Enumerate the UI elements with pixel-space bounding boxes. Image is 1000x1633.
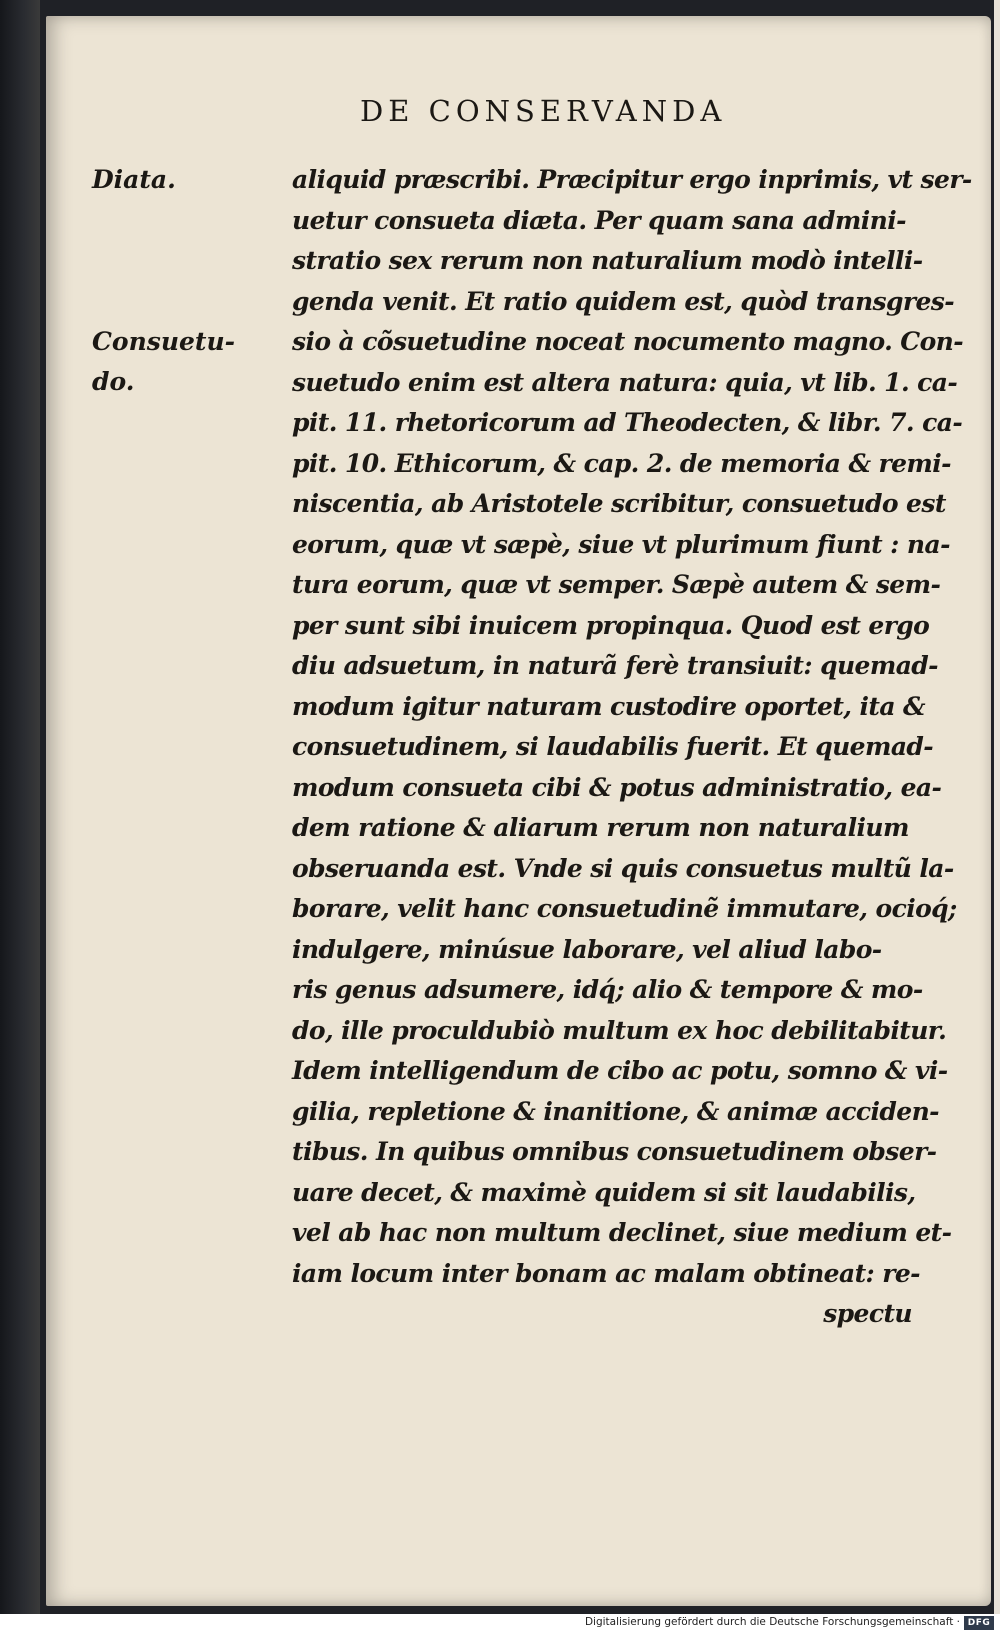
text-line: tibus. In quibus omnibus consuetudinem obser- — [292, 1137, 937, 1166]
text-line: dem ratione & aliarum rerum non naturalium — [292, 813, 909, 842]
text-line: indulgere, minúsue laborare, vel aliud labo- — [292, 934, 882, 964]
text-line: niscentia, ab Aristotele scribitur, consuetudo est — [292, 489, 946, 518]
text-line: pit. 10. Ethicorum, & cap. 2. de memoria & remi- — [292, 448, 951, 478]
text-line: aliquid præscribi. Præcipitur ergo inprimis, vt ser- — [292, 165, 972, 194]
text-line: stratio sex rerum non naturalium modò intelli- — [292, 246, 923, 275]
page-edge — [994, 0, 1000, 1614]
text-line: ris genus adsumere, idq́; alio & tempore & mo- — [292, 975, 923, 1004]
body-text — [292, 160, 972, 1335]
text-line: Idem intelligendum de cibo ac potu, somno & vi- — [292, 1056, 948, 1085]
text-line: borare, velit hanc consuetudinẽ immutare, ocioq́; — [292, 894, 957, 923]
digitization-footer — [0, 1614, 1000, 1633]
text-line: vel ab hac non multum declinet, siue medium et- — [292, 1218, 952, 1247]
text-line: gilia, repletione & inanitione, & animæ acciden- — [292, 1096, 939, 1126]
text-line: consuetudinem, si laudabilis fuerit. Et quemad- — [292, 732, 934, 761]
text-line: pit. 11. rhetoricorum ad Theodecten, & libr. 7. ca- — [292, 408, 963, 437]
text-line: suetudo enim est altera natura: quia, vt lib. 1. ca- — [292, 367, 958, 397]
text-line: iam locum inter bonam ac malam obtineat: re- — [292, 1258, 920, 1288]
dfg-logo-icon: DFG — [964, 1616, 994, 1630]
text-line: uare decet, & maximè quidem si sit laudabilis, — [292, 1177, 916, 1207]
text-line: genda venit. Et ratio quidem est, quòd transgres- — [292, 286, 955, 316]
text-line: tura eorum, quæ vt semper. Sæpè autem & sem- — [292, 570, 941, 599]
text-line: do, ille proculdubiò multum ex hoc debilitabitur. — [292, 1015, 947, 1045]
text-line: eorum, quæ vt sæpè, siue vt plurimum fiunt : na- — [292, 529, 950, 559]
text-line: modum igitur naturam custodire oportet, ita & — [292, 691, 926, 721]
catchword: spectu — [823, 1299, 912, 1328]
footer-credit: Digitalisierung gefördert durch die Deutsche Forschungsgemeinschaft · — [584, 1616, 960, 1628]
running-head: DE CONSERVANDA — [360, 94, 727, 128]
text-line: obseruanda est. Vnde si quis consuetus multũ la- — [292, 853, 954, 883]
text-line: modum consueta cibi & potus administratio, ea- — [292, 772, 942, 802]
margin-note-do: do. — [92, 367, 135, 396]
margin-note-consuetu: Consuetu- — [92, 327, 236, 356]
text-line: sio à cõsuetudine noceat nocumento magno. Con- — [292, 327, 964, 356]
text-line: uetur consueta diæta. Per quam sana admini- — [292, 205, 906, 235]
text-line: per sunt sibi inuicem propinqua. Quod est ergo — [292, 610, 930, 640]
margin-note-diata: Diata. — [92, 165, 176, 194]
text-line: diu adsuetum, in naturã ferè transiuit: quemad- — [292, 651, 938, 680]
book-spine — [0, 0, 40, 1614]
